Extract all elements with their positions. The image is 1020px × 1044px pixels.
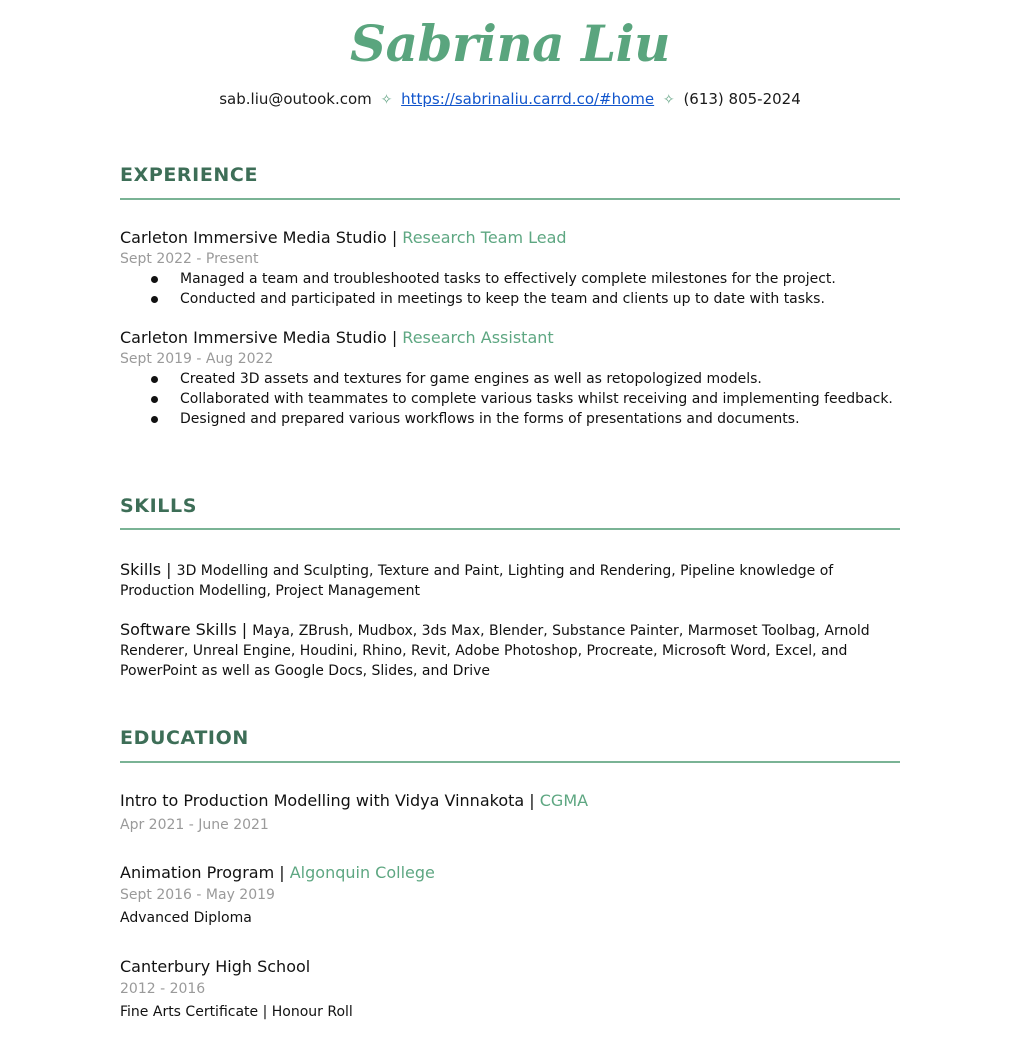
sparkle-icon: ✧ (380, 92, 393, 108)
job-dates: Sept 2019 - Aug 2022 (120, 351, 274, 367)
education-institution: Algonquin College (289, 863, 435, 882)
education-detail: Advanced Diploma (120, 910, 252, 926)
list-item (120, 269, 900, 289)
bullet-text: Collaborated with teammates to complete various tasks whilst receiving and implementing feedback. (180, 391, 893, 407)
email-text: sab.liu@outook.com (219, 90, 372, 108)
section-divider (120, 761, 900, 763)
bullet-icon (151, 416, 158, 423)
job-title: Carleton Immersive Media Studio | Research Team Lead (120, 228, 567, 247)
education-entry (120, 862, 900, 928)
education-entry (120, 956, 900, 1022)
job-role: Research Assistant (402, 328, 554, 347)
skills-paragraph: Skills | 3D Modelling and Sculpting, Texture and Paint, Lighting and Rendering, Pipeline knowledge of Production Modelling, Project Management (120, 560, 834, 599)
education-title (120, 956, 900, 978)
resume-name: Sabrina Liu (350, 14, 670, 73)
sparkle-icon: ✧ (662, 92, 675, 108)
education-title: Animation Program | Algonquin College (120, 863, 435, 882)
contact-line (0, 88, 1020, 111)
job-org: Carleton Immersive Media Studio (120, 228, 387, 247)
list-item (120, 369, 900, 389)
education-title: Intro to Production Modelling with Vidya Vinnakota | CGMA (120, 791, 589, 810)
bullet-text: Conducted and participated in meetings to keep the team and clients up to date with tasks. (180, 291, 825, 307)
job-bullets (120, 369, 900, 429)
skills-text: 3D Modelling and Sculpting, Texture and Paint, Lighting and Rendering, Pipeline knowledge of Production Modelling, Project Management (120, 563, 834, 599)
job-dates: Sept 2022 - Present (120, 251, 259, 267)
bullet-text: Designed and prepared various workflows in the forms of presentations and documents. (180, 411, 800, 427)
education-heading: EDUCATION (120, 727, 249, 749)
list-item (120, 289, 900, 309)
education-name: Canterbury High School (120, 957, 311, 976)
education-dates: Sept 2016 - May 2019 (120, 887, 275, 903)
software-skills-text: Maya, ZBrush, Mudbox, 3ds Max, Blender, Substance Painter, Marmoset Toolbag, Arnold Renderer, Unreal Engine, Houdini, Rhino, Revit, Adobe Photoshop, Procreate, Microsoft Word, Excel, and PowerPoint as well as Google Docs, Slides, and Drive (120, 623, 870, 679)
job-bullets (120, 269, 900, 309)
education-dates: Apr 2021 - June 2021 (120, 817, 269, 833)
job-role: Research Team Lead (402, 228, 567, 247)
education-detail: Fine Arts Certificate | Honour Roll (120, 1004, 353, 1020)
bullet-icon (151, 376, 158, 383)
education-name: Intro to Production Modelling with Vidya Vinnakota (120, 791, 525, 810)
section-divider (120, 528, 900, 530)
software-skills-paragraph: Software Skills | Maya, ZBrush, Mudbox, 3ds Max, Blender, Substance Painter, Marmoset Toolbag, Arnold Renderer, Unreal Engine, Houdini, Rhino, Revit, Adobe Photoshop, Procreate, Microsoft Word, Excel, and PowerPoint as well as Google Docs, Slides, and Drive (120, 620, 870, 679)
website-link[interactable]: https://sabrinaliu.carrd.co/#home (401, 90, 655, 108)
list-item (120, 409, 900, 429)
list-item (120, 389, 900, 409)
job-title: Carleton Immersive Media Studio | Research Assistant (120, 328, 554, 347)
bullet-icon (151, 396, 158, 403)
education-dates: 2012 - 2016 (120, 981, 206, 997)
skills-label: Skills (120, 560, 162, 579)
software-skills-label: Software Skills (120, 620, 237, 639)
experience-heading: EXPERIENCE (120, 164, 259, 186)
phone-text: (613) 805-2024 (683, 90, 801, 108)
bullet-icon (151, 276, 158, 283)
education-institution: CGMA (539, 791, 589, 810)
job-entry (120, 327, 900, 429)
bullet-text: Managed a team and troubleshooted tasks to effectively complete milestones for the project. (180, 271, 836, 287)
section-divider (120, 198, 900, 200)
bullet-icon (151, 296, 158, 303)
job-entry (120, 227, 900, 309)
education-name: Animation Program (120, 863, 275, 882)
skills-heading: SKILLS (120, 495, 197, 517)
job-org: Carleton Immersive Media Studio (120, 328, 387, 347)
bullet-text: Created 3D assets and textures for game engines as well as retopologized models. (180, 371, 762, 387)
education-entry (120, 790, 900, 835)
